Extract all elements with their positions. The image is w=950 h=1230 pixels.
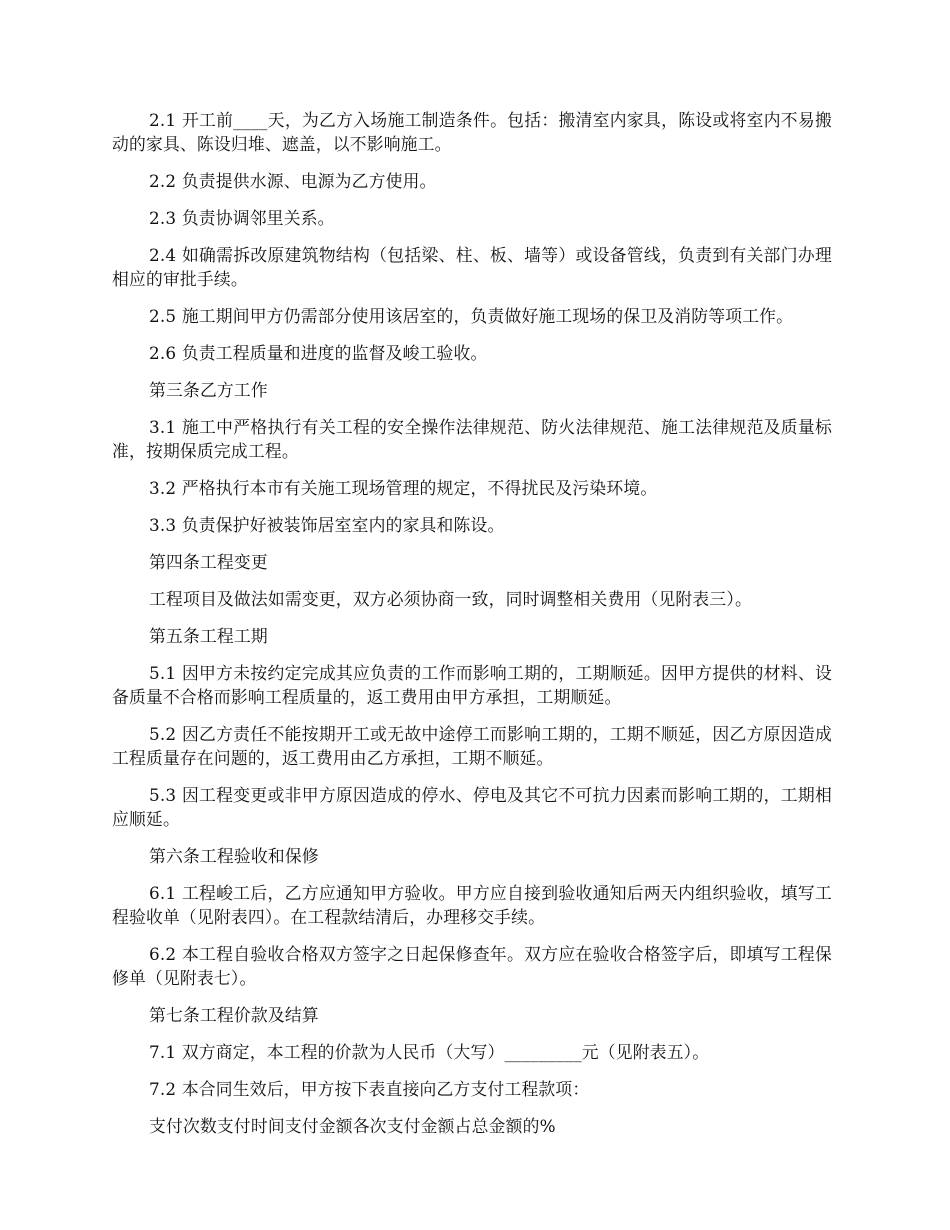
clause-3-1: 3.1 施工中严格执行有关工程的安全操作法律规范、防火法律规范、施工法律规范及质量标准，按期保质完成工程。 <box>112 417 832 461</box>
clause-2-6: 2.6 负责工程质量和进度的监督及峻工验收。 <box>149 343 488 363</box>
section-heading-3: 第三条乙方工作 <box>149 380 268 400</box>
clause-2-4: 2.4 如确需拆改原建筑物结构（包括梁、柱、板、墙等）或设备管线，负责到有关部门办理相应的审批手续。 <box>112 245 832 289</box>
clause-2-1: 2.1 开工前____天，为乙方入场施工制造条件。包括：搬清室内家具，陈设或将室内不易搬动的家具、陈设归堆、遮盖，以不影响施工。 <box>112 110 832 154</box>
section-heading-4: 第四条工程变更 <box>149 552 268 572</box>
clause-4-body: 工程项目及做法如需变更，双方必须协商一致，同时调整相关费用（见附表三）。 <box>149 589 752 609</box>
section-heading-7: 第七条工程价款及结算 <box>149 1005 319 1025</box>
clause-6-2: 6.2 本工程自验收合格双方签字之日起保修查年。双方应在验收合格签字后，即填写工程保修单（见附表七）。 <box>112 944 832 988</box>
clause-5-1: 5.1 因甲方未按约定完成其应负责的工作而影响工期的，工期顺延。因甲方提供的材料、设备质量不合格而影响工程质量的，返工费用由甲方承担，工期顺延。 <box>112 663 832 707</box>
clause-6-1: 6.1 工程峻工后，乙方应通知甲方验收。甲方应自接到验收通知后两天内组织验收，填写工程验收单（见附表四）。在工程款结清后，办理移交手续。 <box>112 883 832 927</box>
clause-5-3: 5.3 因工程变更或非甲方原因造成的停水、停电及其它不可抗力因素而影响工期的，工期相应顺延。 <box>112 785 832 829</box>
clause-5-2: 5.2 因乙方责任不能按期开工或无故中途停工而影响工期的，工期不顺延，因乙方原因造成工程质量存在问题的，返工费用由乙方承担，工期不顺延。 <box>112 724 832 768</box>
clause-2-2: 2.2 负责提供水源、电源为乙方使用。 <box>149 171 437 191</box>
clause-2-5: 2.5 施工期间甲方仍需部分使用该居室的，负责做好施工现场的保卫及消防等项工作。 <box>149 306 794 326</box>
document-body <box>112 108 832 1151</box>
clause-3-2: 3.2 严格执行本市有关施工现场管理的规定，不得扰民及污染环境。 <box>149 478 658 498</box>
clause-7-1: 7.1 双方商定，本工程的价款为人民币（大写）_________元（见附表五）。 <box>149 1042 710 1062</box>
section-heading-5: 第五条工程工期 <box>149 626 268 646</box>
clause-2-3: 2.3 负责协调邻里关系。 <box>149 208 335 228</box>
payment-table-header: 支付次数支付时间支付金额各次支付金额占总金额的% <box>149 1116 556 1136</box>
section-heading-6: 第六条工程验收和保修 <box>149 846 319 866</box>
clause-3-3: 3.3 负责保护好被装饰居室室内的家具和陈设。 <box>149 515 505 535</box>
clause-7-2: 7.2 本合同生效后，甲方按下表直接向乙方支付工程款项： <box>149 1079 590 1099</box>
